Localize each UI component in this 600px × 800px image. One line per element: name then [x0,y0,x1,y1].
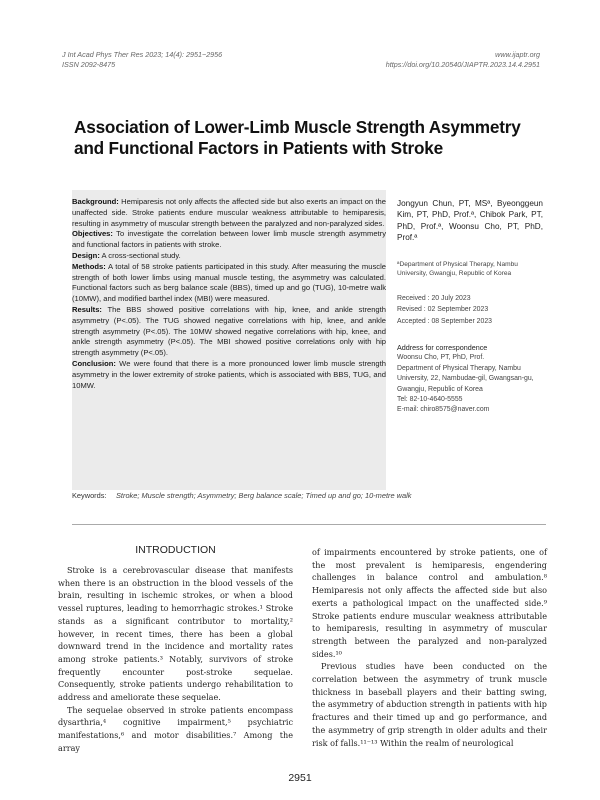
conclusion-label: Conclusion: [72,358,116,368]
intro-paragraph-1: Stroke is a cerebrovascular disease that manifests when there is an obstruction in the blood vessels of the brain, resulting in ischemic strokes, or when a blood vessel ruptures, leading to hemorrhagic strokes.¹ Stroke stands as a significant contributor to mortality,² however, in recent times, there has been a global downward trend in the incidence and mortality rates among stroke patients.³ Notably, survivors of stroke frequently encounter post-stroke sequelae. Consequently, stroke patients undergo rehabilitation to address and ameliorate these sequelae. [58,565,293,703]
design-label: Design: [72,250,100,260]
correspondence-email[interactable]: E-mail: chiro8575@naver.com [397,406,490,414]
body-column-left [58,543,293,755]
abstract-objectives: Objectives: To investigate the correlation between lower limb muscle strength asymmetry and functional factors in patients with stroke. [72,229,386,250]
issn: ISSN 2092-8475 [62,60,116,69]
received-date: Received : 20 July 2023 [397,295,471,302]
correspondence-address: Department of Physical Therapy, Nambu University, 22, Nambudae-gil, Gwangsan-gu, Gwangju, Republic of Korea [397,364,534,393]
intro-paragraph-2-continued: of impairments encountered by stroke patients, one of the most prevalent is hemiparesis, engendering challenges in balance control and ambulation.⁸ Hemiparesis not only affects the affected side but also exerts a pathological impact on the unaffected side.⁹ Stroke patients endure muscular weakness attributable to hemiparesis, resulting in asymmetry of muscular strength between the paralyzed and non-paralyzed sides.¹⁰ [312,547,547,659]
correspondence-block [397,343,543,416]
abstract-text [72,197,386,391]
journal-url-link[interactable]: www.ijaptr.org [495,50,540,59]
page-number: 2951 [288,772,312,784]
doi-link[interactable]: https://doi.org/10.20540/JIAPTR.2023.14.4.2951 [385,60,540,69]
abstract-background: Background: Hemiparesis not only affects the affected side but also exerts an impact on the unaffected side. Stroke patients endure muscular weakness attributable to hemiparesis, resulting in asymmetry of muscular strength between the paralyzed and non-paralyzed sides. [72,197,386,228]
accepted-date: Accepted : 08 September 2023 [397,317,493,325]
body-column-right [312,546,547,749]
keywords-label: Keywords: [72,491,107,500]
background-label: Background: [72,197,119,206]
journal-links [386,50,540,70]
abstract-results: Results: The BBS showed positive correlations with hip, knee, and ankle strength asymmetry (P<.05). The TUG showed negative correlations with hip, knee, and ankle strength asymmetry (P<.05). The 10MW showed negative correlations with hip, knee, and ankle strength asymmetry (P<.05). The MBI showed positive correlations only with hip strength asymmetry (P<.05). [72,304,386,358]
intro-paragraph-2: The sequelae observed in stroke patients encompass dysarthria,⁴ cognitive impairment,⁵ psychiatric manifestations,⁶ and motor disabilities.⁷ Among the array [58,704,293,753]
correspondence-heading: Address for correspondence [397,343,488,352]
introduction-heading: INTRODUCTION [135,544,216,556]
abstract-box [72,190,386,490]
revised-date: Revised : 02 September 2023 [397,306,489,314]
objectives-label: Objectives: [72,229,113,239]
results-label: Results: [72,304,102,314]
correspondence-tel: Tel: 82-10-4640-5555 [397,396,463,404]
abstract-design: Design: A cross-sectional study. [72,250,181,260]
section-divider [72,524,546,525]
affiliation: ªDepartment of Physical Therapy, Nambu University, Gwangju, Republic of Korea [397,261,518,278]
journal-citation: J Int Acad Phys Ther Res 2023; 14(4): 2951~2956 [62,50,223,59]
keywords-text: Stroke; Muscle strength; Asymmetry; Berg balance scale; Timed up and go; 10-metre walk [116,491,412,500]
abstract-methods: Methods: A total of 58 stroke patients participated in this study. After measuring the muscle strength of both lower limbs using manual muscle testing, the asymmetry was calculated. Functional factors such as berg balance scale (BBS), timed up and go (TUG), 10-metre walk (10MW), and modified barthel index (MBI) were measured. [72,261,386,304]
article-dates [397,293,543,327]
correspondence-name: Woonsu Cho, PT, PhD, Prof. [397,354,485,362]
journal-header [62,50,222,70]
abstract-conclusion: Conclusion: We were found that there is a more pronounced lower limb muscle strength asymmetry in the lower extremity of stroke patients, which is associated with BBS, TUG, and 10MW. [72,358,386,390]
intro-paragraph-3: Previous studies have been conducted on the correlation between the asymmetry of trunk muscle thickness in baseball players and their batting swing, the asymmetry of abduction strength in patients with hip fractures and their timed up and go performance, and the asymmetry of grip strength in older adults and their risk of falls.¹¹⁻¹³ Within the realm of neurological [312,661,547,748]
author-list: Jongyun Chun, PT, MSª, Byeonggeun Kim, PT, PhD, Prof.ª, Chibok Park, PT, PhD, Prof.ª, Woonsu Cho, PT, PhD, Prof.ª [397,199,543,242]
methods-label: Methods: [72,261,106,271]
article-title: Association of Lower-Limb Muscle Strength Asymmetry and Functional Factors in Patients with Stroke [74,117,521,158]
